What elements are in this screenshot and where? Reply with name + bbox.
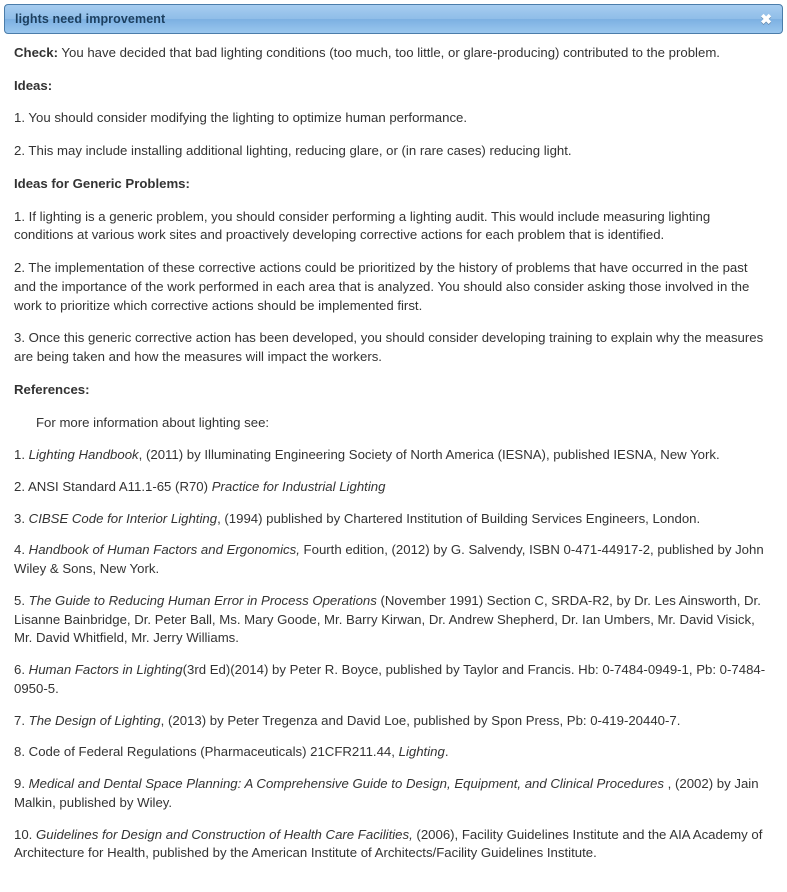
ideas-heading: Ideas: xyxy=(14,77,53,93)
idea-item: 1. You should consider modifying the lighting to optimize human performance. xyxy=(14,110,468,126)
reference-number: 1. xyxy=(14,447,29,463)
reference-item xyxy=(14,478,773,497)
reference-number: 6. xyxy=(14,662,29,678)
generic-idea-item: 3. Once this generic corrective action has been developed, you should consider developing training to explain why the measures are being taken and how the measures will impact the workers. xyxy=(14,330,764,365)
reference-title: Medical and Dental Space Planning: A Comprehensive Guide to Design, Equipment, and Clinical Procedures xyxy=(28,776,664,792)
dialog-title: lights need improvement xyxy=(15,12,166,26)
reference-title: The Guide to Reducing Human Error in Process Operations xyxy=(28,592,377,608)
reference-item xyxy=(14,592,773,648)
reference-title: Handbook of Human Factors and Ergonomics, xyxy=(28,542,300,558)
check-paragraph xyxy=(14,44,773,63)
reference-rest: , (2011) by Illuminating Engineering Society of North America (IESNA), published IESNA, New York. xyxy=(138,447,720,463)
reference-number: 5. xyxy=(14,592,29,608)
idea-item: 2. This may include installing additional lighting, reducing glare, or (in rare cases) reducing light. xyxy=(14,143,572,159)
reference-title: Lighting xyxy=(398,744,445,760)
reference-rest: , (2002) by Jain Malkin, published by Wiley. xyxy=(14,776,759,810)
reference-pre: Code of Federal Regulations (Pharmaceuticals) 21CFR211.44, xyxy=(28,744,399,760)
close-icon[interactable]: ✖ xyxy=(760,11,772,27)
reference-rest: , (2013) by Peter Tregenza and David Loe, published by Spon Press, Pb: 0-419-20440-7. xyxy=(160,712,681,728)
reference-title: The Design of Lighting xyxy=(28,712,161,728)
reference-title: Human Factors in Lighting xyxy=(28,662,183,678)
check-text: You have decided that bad lighting conditions (too much, too little, or glare-producing) contributed to the problem. xyxy=(57,45,720,60)
reference-number: 8. xyxy=(14,744,29,760)
reference-pre: ANSI Standard A11.1-65 (R70) xyxy=(27,479,212,495)
reference-item xyxy=(14,775,773,812)
references-intro: For more information about lighting see: xyxy=(36,414,270,430)
reference-number: 4. xyxy=(14,542,29,558)
reference-title: Guidelines for Design and Construction of Health Care Facilities, xyxy=(36,826,413,842)
reference-item xyxy=(14,712,773,731)
reference-title: Practice for Industrial Lighting xyxy=(211,479,386,495)
reference-rest: (November 1991) Section C, SRDA-R2, by Dr. Les Ainsworth, Dr. Lisanne Bainbridge, Dr. Peter Ball, Ms. Mary Goode, Mr. Barry Kirwan, Dr. Andrew Shepherd, Dr. Ian Umbers, Mr. David Visick, Mr. David Whitfield, Mr. Jerry Williams. xyxy=(14,592,761,646)
reference-number: 7. xyxy=(14,712,29,728)
reference-number: 10. xyxy=(14,826,36,842)
generic-problems-heading: Ideas for Generic Problems: xyxy=(14,175,190,191)
dialog-content xyxy=(0,34,787,892)
generic-idea-item: 1. If lighting is a generic problem, you should consider performing a lighting audit. This would include measuring lighting conditions at various work sites and proactively developing corrective actions for each problem that is identified. xyxy=(14,208,711,243)
reference-rest: Fourth edition, (2012) by G. Salvendy, ISBN 0-471-44917-2, published by John Wiley & Sons, New York. xyxy=(14,542,764,577)
reference-rest: (2006), Facility Guidelines Institute and the AIA Academy of Architecture for Health, published by the American Institute of Architects/Facility Guidelines Institute. xyxy=(14,826,763,861)
reference-item xyxy=(14,541,773,578)
reference-title: CIBSE Code for Interior Lighting xyxy=(28,510,218,526)
reference-item xyxy=(14,446,773,465)
reference-item xyxy=(14,743,773,762)
generic-idea-item: 2. The implementation of these corrective actions could be prioritized by the history of problems that have occurred in the past and the importance of the work performed in each area that is analyzed. You should also consider asking those involved in the work to prioritize which corrective actions should be implemented first. xyxy=(14,260,750,313)
dialog-window xyxy=(0,4,787,892)
reference-rest: , (1994) published by Chartered Institution of Building Services Engineers, London. xyxy=(217,510,701,526)
reference-rest: (3rd Ed)(2014) by Peter R. Boyce, published by Taylor and Francis. Hb: 0-7484-0949-1, Pb: 0-7484-0950-5. xyxy=(14,662,766,696)
check-label: Check: xyxy=(14,45,58,60)
reference-number: 9. xyxy=(14,776,29,792)
reference-rest: . xyxy=(444,744,449,760)
reference-item xyxy=(14,661,773,698)
references-heading: References: xyxy=(14,381,90,397)
reference-number: 2. xyxy=(14,479,28,495)
reference-item xyxy=(14,826,773,863)
reference-number: 3. xyxy=(14,510,29,526)
dialog-titlebar xyxy=(4,4,783,34)
reference-title: Lighting Handbook xyxy=(28,447,139,463)
reference-item xyxy=(14,510,773,529)
